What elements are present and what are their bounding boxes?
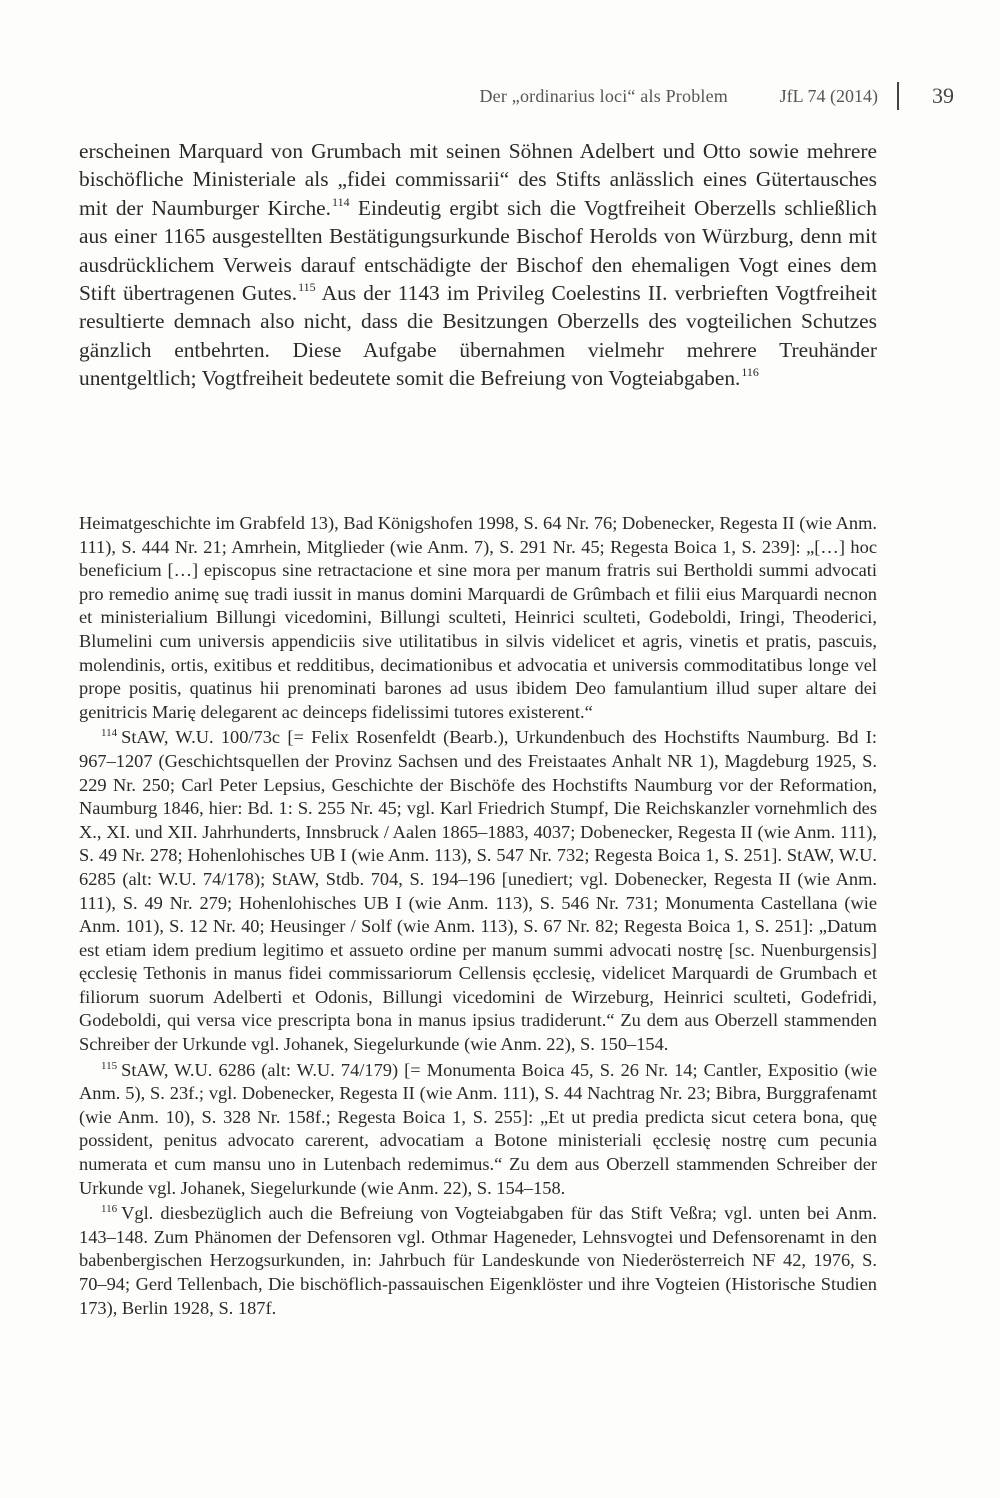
body-text-segment: erscheinen Marquard von Grumbach mit seinen Söhnen Adelbert und Otto sowie mehrere bischöfliche Ministeriale als „fidei commissarii“ des Stifts anlässlich eines Gütertausches mit der Naumburger Kirche. xyxy=(79,139,877,220)
header-divider xyxy=(897,82,899,110)
footnotes xyxy=(79,512,877,1320)
footnote-number: 116 xyxy=(101,1203,118,1216)
footnote-text: StAW, W.U. 6286 (alt: W.U. 74/179) [= Monumenta Boica 45, S. 26 Nr. 14; Cantler, Expositio (wie Anm. 5), S. 23f.; vgl. Dobenecker, Regesta II (wie Anm. 111), S. 44 Nachtrag Nr. 23; Bibra, Burggrafenamt (wie Anm. 10), S. 328 Nr. 158f.; Regesta Boica 1, S. 255]: „Et ut predia predicta sicut cetera bona, quę possident, penitus advocato carerent, advocatiam a Botone ministeriali ęcclesię nostrę cum pecunia numerata et cum mansu uno in Lutenbach redemimus.“ Zu dem aus Oberzell stammenden Schreiber der Urkunde vgl. Johanek, Siegelurkunde (wie Anm. 22), S. 154–158. xyxy=(79,1059,877,1198)
footnote-ref[interactable]: 116 xyxy=(741,365,759,380)
footnote-116 xyxy=(79,1202,877,1320)
running-title: Der „ordinarius loci“ als Problem xyxy=(479,86,728,106)
footnote-115 xyxy=(79,1059,877,1201)
footnote-114 xyxy=(79,726,877,1056)
footnote-text: StAW, W.U. 100/73c [= Felix Rosenfeldt (Bearb.), Urkundenbuch des Hochstifts Naumburg. Bd I: 967–1207 (Geschichtsquellen der Provinz Sachsen und des Freistaates Anhalt NR 1), Magdeburg 1925, S. 229 Nr. 250; Carl Peter Lepsius, Geschichte der Bischöfe des Hochstifts Naumburg vor der Reformation, Naumburg 1846, hier: Bd. 1: S. 255 Nr. 45; vgl. Karl Friedrich Stumpf, Die Reichskanzler vornehmlich des X., XI. und XII. Jahrhunderts, Innsbruck / Aalen 1865–1883, 4037; Dobenecker, Regesta II (wie Anm. 111), S. 49 Nr. 278; Hohenlohisches UB I (wie Anm. 113), S. 547 Nr. 732; Regesta Boica 1, S. 251]. StAW, W.U. 6285 (alt: W.U. 74/178); StAW, Stdb. 704, S. 194–196 [unediert; vgl. Dobenecker, Regesta II (wie Anm. 111), S. 49 Nr. 279; Hohenlohisches UB I (wie Anm. 113), S. 546 Nr. 731; Monumenta Castellana (wie Anm. 101), S. 12 Nr. 40; Heusinger / Solf (wie Anm. 113), S. 67 Nr. 82; Regesta Boica 1, S. 251]: „Datum est etiam idem predium legitimo et assueto ordine per manum summi advocati nostrę [sc. Nuenburgensis] ęcclesię Tethonis in manus fidei commissariorum Cellensis ęcclesię, videlicet Marquardi de Grumbach et filiorum suorum Adelberti et Odonis, Billungi vicedomini de Wirzeburg, Heinrici sculteti, Godefridi, Godeboldi, qui versa vice prescripta bona in manus ipsius tradiderunt.“ Zu dem aus Oberzell stammenden Schreiber der Urkunde vgl. Johanek, Siegelurkunde (wie Anm. 22), S. 150–154. xyxy=(79,727,877,1055)
page-number: 39 xyxy=(932,83,954,108)
running-head xyxy=(0,82,1000,112)
journal-citation: JfL 74 (2014) xyxy=(779,86,878,106)
footnote-number: 115 xyxy=(101,1059,118,1072)
footnote-number: 114 xyxy=(101,727,118,740)
footnote-continuation: Heimatgeschichte im Grabfeld 13), Bad Königshofen 1998, S. 64 Nr. 76; Dobenecker, Regesta II (wie Anm. 111), S. 444 Nr. 21; Amrhein, Mitglieder (wie Anm. 7), S. 291 Nr. 45; Regesta Boica 1, S. 239]: „[…] hoc beneficium […] episcopus sine retractacione et sine mora per manum fratris sui Bertholdi summi advocati pro remedio animę suę tradi iussit in manus domini Marquardi de Grûmbach et filii eius Marquardi necnon et ministerialium Billungi vicedomini, Billungi sculteti, Heinrici sculteti, Godeboldi, Iringi, Theoderici, Blumelini cum universis appendiciis sive utilitatibus in silvis videlicet et agris, vinetis et pratis, pascuis, molendinis, ortis, exitibus et redditibus, decimationibus et advocatia et universis commoditatibus longe vel prope positis, quatinus hii prenominati barones ad usus ibidem Deo famulantium illud super altare dei genitricis Marię delegarent ac deinceps fidelissimi tutores existerent.“ xyxy=(79,513,877,722)
body-paragraph xyxy=(79,137,877,393)
footnote-text: Vgl. diesbezüglich auch die Befreiung von Vogteiabgaben für das Stift Veßra; vgl. unten bei Anm. 143–148. Zum Phänomen der Defensoren vgl. Othmar Hageneder, Lehnsvogtei und Defensorenamt in den babenbergischen Herzogsurkunden, in: Jahrbuch für Landeskunde von Niederösterreich NF 42, 1976, S. 70–94; Gerd Tellenbach, Die bischöflich-passauischen Eigenklöster und ihre Vogteien (Historische Studien 173), Berlin 1928, S. 187f. xyxy=(79,1203,877,1318)
body-text-segment: Aus der 1143 im Privileg Coelestins II. verbrieften Vogtfreiheit resultierte demnach also nicht, dass die Besitzungen Oberzells des vogteilichen Schutzes gänzlich entbehrten. Diese Aufgabe übernahmen vielmehr mehrere Treuhänder unentgeltlich; Vogtfreiheit bedeutete somit die Befreiung von Vogteiabgaben. xyxy=(79,281,878,391)
body-text-segment: Eindeutig ergibt sich die Vogtfreiheit Oberzells schließlich aus einer 1165 ausgestellten Bestätigungsurkunde Bischof Herolds von Würzburg, denn mit ausdrücklichem Verweis darauf entschädigte der Bischof den ehemaligen Vogt eines dem Stift übertragenen Gutes. xyxy=(79,195,877,306)
footnote-ref[interactable]: 115 xyxy=(298,280,316,295)
footnote-ref[interactable]: 114 xyxy=(332,194,350,209)
